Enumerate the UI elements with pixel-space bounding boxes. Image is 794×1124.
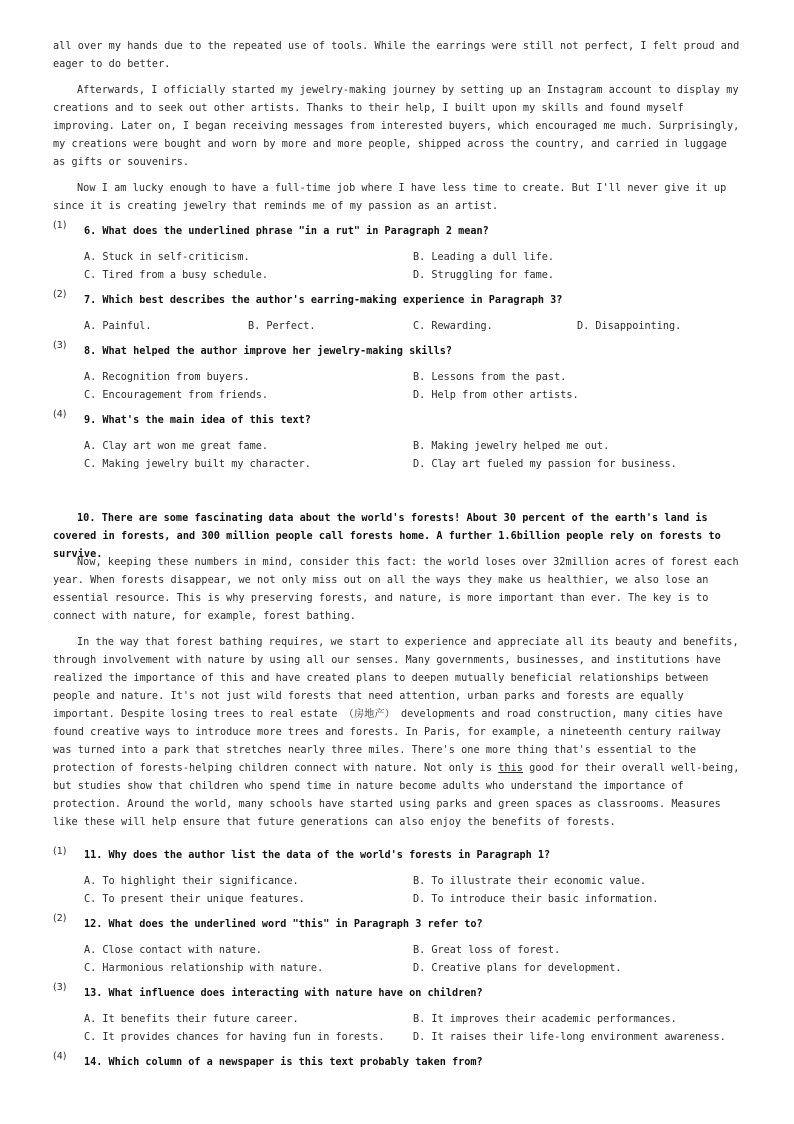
option-d[interactable]: D. Disappointing. bbox=[577, 321, 682, 332]
paragraph-text: good for their overall well-being, but studies show that children who spend time in nature become adults who understand the importance of protection. Around the world, many schools have started using parks and green spaces as classrooms. Measures like these will help ensure that future generations can also enjoy the benefits of forests. bbox=[53, 763, 740, 828]
option-a[interactable]: A. Close contact with nature. bbox=[84, 945, 262, 956]
question-13-text: 13. What influence does interacting with nature have on children? bbox=[84, 988, 483, 999]
option-d[interactable]: D. Struggling for fame. bbox=[413, 270, 555, 281]
option-c[interactable]: C. Harmonious relationship with nature. bbox=[84, 963, 324, 974]
option-a[interactable]: A. Clay art won me great fame. bbox=[84, 441, 269, 452]
question-12-text: 12. What does the underlined word "this" in Paragraph 3 refer to? bbox=[84, 919, 483, 930]
option-c[interactable]: C. Encouragement from friends. bbox=[84, 390, 269, 401]
question-9-text: 9. What's the main idea of this text? bbox=[84, 415, 311, 426]
question-number: (3) bbox=[53, 982, 67, 993]
passage1-paragraph-3: Now I am lucky enough to have a full-time job where I have less time to create. But I'll never give it up since it is creating jewelry that reminds me of my passion as an artist. bbox=[53, 183, 727, 212]
option-d[interactable]: D. To introduce their basic information. bbox=[413, 894, 659, 905]
passage1-paragraph-2: Afterwards, I officially started my jewelry-making journey by setting up an Instagram account to display my creations and to seek out other artists. Thanks to their help, I built upon my skills and found myself improving. Later on, I began receiving messages from interested buyers, which encouraged me much. Surprisingly, my creations were bought and worn by more and more people, shipped across the country, and carried in luggage as gifts or souvenirs. bbox=[53, 85, 740, 168]
paragraph-text: In the way that forest bathing requires, we start to experience and appreciate all its beauty and benefits, through involvement with nature by using all our senses. Many governments, businesses, and institutions have realized the importance of this and have created plans to deepen mutually beneficial relationships between people and nature. It's not just wild forests that need attention, urban parks and forests are equally important. Despite losing trees to real estate （房地产） developments and road construction, many cities have found creative ways to introduce more trees and forests. In Paris, for example, a nineteenth century railway was turned into a park that stretches nearly three miles. There's one more thing that's essential to the protection of forests-helping children connect with nature. Not only is bbox=[53, 637, 739, 774]
passage2-paragraph-3 bbox=[53, 634, 741, 832]
question-number: (2) bbox=[53, 913, 67, 924]
option-a[interactable]: A. Stuck in self-criticism. bbox=[84, 252, 250, 263]
question-number: (1) bbox=[53, 846, 67, 857]
option-c[interactable]: C. Tired from a busy schedule. bbox=[84, 270, 269, 281]
option-c[interactable]: C. It provides chances for having fun in forests. bbox=[84, 1032, 385, 1043]
question-6-text: 6. What does the underlined phrase "in a rut" in Paragraph 2 mean? bbox=[84, 226, 489, 237]
question-7-text: 7. Which best describes the author's earring-making experience in Paragraph 3? bbox=[84, 295, 563, 306]
question-number: (2) bbox=[53, 289, 67, 300]
option-a[interactable]: A. Painful. bbox=[84, 321, 152, 332]
option-b[interactable]: B. Leading a dull life. bbox=[413, 252, 555, 263]
option-d[interactable]: D. Help from other artists. bbox=[413, 390, 579, 401]
option-b[interactable]: B. Making jewelry helped me out. bbox=[413, 441, 610, 452]
underlined-word-this: this bbox=[498, 763, 523, 774]
option-d[interactable]: D. It raises their life-long environment awareness. bbox=[413, 1032, 726, 1043]
option-c[interactable]: C. Rewarding. bbox=[413, 321, 493, 332]
option-a[interactable]: A. To highlight their significance. bbox=[84, 876, 299, 887]
question-number: (4) bbox=[53, 409, 67, 420]
passage1-paragraph-end: all over my hands due to the repeated use of tools. While the earrings were still not perfect, I felt proud and eager to do better. bbox=[53, 41, 740, 70]
option-b[interactable]: B. Lessons from the past. bbox=[413, 372, 567, 383]
option-a[interactable]: A. Recognition from buyers. bbox=[84, 372, 250, 383]
option-b[interactable]: B. Perfect. bbox=[248, 321, 316, 332]
question-8-text: 8. What helped the author improve her jewelry-making skills? bbox=[84, 346, 453, 357]
option-c[interactable]: C. To present their unique features. bbox=[84, 894, 305, 905]
option-b[interactable]: B. It improves their academic performances. bbox=[413, 1014, 677, 1025]
question-number: (1) bbox=[53, 220, 67, 231]
option-a[interactable]: A. It benefits their future career. bbox=[84, 1014, 299, 1025]
question-number: (4) bbox=[53, 1051, 67, 1062]
passage2-paragraph-2: Now, keeping these numbers in mind, consider this fact: the world loses over 32million acres of forest each year. When forests disappear, we not only miss out on all the ways they make us healthier, we also lose an essential resource. This is why preserving forests, and nature, is more important than ever. The key is to connect with nature, for example, forest bathing. bbox=[53, 557, 739, 622]
passage2-paragraph-1: 10. There are some fascinating data about the world's forests! About 30 percent of the earth's land is covered in forests, and 300 million people call forests home. A further 1.6billion people rely on forests to survive. bbox=[53, 513, 721, 560]
option-b[interactable]: B. To illustrate their economic value. bbox=[413, 876, 647, 887]
option-d[interactable]: D. Creative plans for development. bbox=[413, 963, 622, 974]
question-number: (3) bbox=[53, 340, 67, 351]
option-d[interactable]: D. Clay art fueled my passion for business. bbox=[413, 459, 677, 470]
option-c[interactable]: C. Making jewelry built my character. bbox=[84, 459, 311, 470]
question-14-text: 14. Which column of a newspaper is this text probably taken from? bbox=[84, 1057, 483, 1068]
option-b[interactable]: B. Great loss of forest. bbox=[413, 945, 561, 956]
question-11-text: 11. Why does the author list the data of the world's forests in Paragraph 1? bbox=[84, 850, 551, 861]
